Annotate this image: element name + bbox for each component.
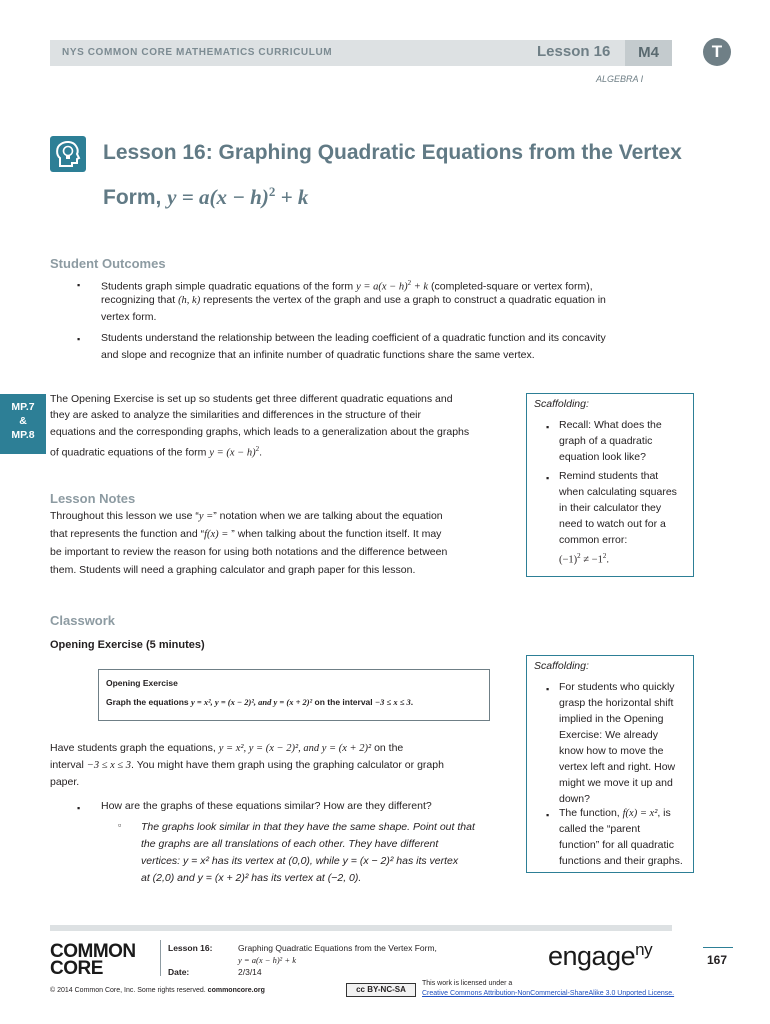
license-line1: This work is licensed under a: [422, 980, 513, 987]
intro-line4: [50, 441, 262, 462]
intro-line3: equations and the corresponding graphs, which leads to a generalization about the graphs: [50, 426, 470, 438]
opening-exercise-box-text: [106, 697, 413, 707]
intro-l4-text: of quadratic equations of the form: [50, 446, 210, 459]
notes-l1-a: Throughout this lesson we use “: [50, 510, 199, 522]
outcome-bullet-1: ▪: [77, 280, 81, 290]
parent-fn-text-b: , is: [657, 807, 671, 819]
notes-l1-b: ” notation when we are talking about the equation: [213, 510, 443, 522]
scaffold1-b2-l5: common error:: [559, 534, 628, 546]
course-label: ALGEBRA I: [596, 74, 644, 84]
graph-text-line3: paper.: [50, 776, 80, 788]
scaffold2-b1-l6: vertex left and right. How: [559, 761, 676, 773]
intro-l4-end: .: [259, 446, 263, 459]
lesson-notes-heading: Lesson Notes: [50, 491, 136, 506]
header-lesson: Lesson 16: [537, 43, 611, 60]
scaffold2-b1-l3: implied in the Opening: [559, 713, 664, 725]
scaffold1-b2-l1: Remind students that: [559, 470, 659, 482]
opening-exercise-box-title: Opening Exercise: [106, 678, 178, 688]
footer-lesson-title-l2: y = a(x − h)² + k: [238, 955, 296, 965]
curriculum-label: NYS COMMON CORE MATHEMATICS CURRICULUM: [62, 47, 333, 58]
graph-l2-a: interval: [50, 759, 87, 771]
page-number: 167: [707, 953, 728, 967]
footer-divider: [160, 940, 161, 976]
opening-exercise-box: [98, 669, 490, 721]
intro-line1: The Opening Exercise is set up so students get three different quadratic equations and: [50, 393, 453, 405]
module-badge: M4: [625, 40, 672, 66]
notes-line3: be important to review the reason for using both notations and the difference between: [50, 546, 448, 558]
page-title-line2: [103, 184, 308, 210]
outcome-1-text-b: (completed-square or vertex form),: [428, 280, 593, 293]
answer-line3: vertices: y = x² has its vertex at (0,0), while y = (x − 2)² has its vertex: [141, 855, 459, 867]
question-bullet: ▪: [77, 803, 81, 813]
notes-line1: [50, 508, 443, 526]
common-core-logo-line2: CORE: [50, 958, 103, 979]
notes-l2-math: f(x) =: [204, 529, 229, 540]
answer-line4: at (2,0) and y = (x + 2)² has its vertex at (−2, 0).: [141, 872, 362, 884]
outcome-1-math-tail: + k: [411, 281, 429, 293]
scaffold2-b2-l3: function” for all quadratic: [559, 839, 674, 851]
graph-l2-math: −3 ≤ x ≤ 3: [86, 760, 132, 771]
outcome-1-line2: [101, 292, 606, 310]
outcome-1-l2-math: (h, k): [178, 295, 201, 306]
scaffolding-1-title: Scaffolding:: [534, 398, 589, 410]
error-end: .: [606, 554, 609, 566]
question-text: How are the graphs of these equations similar? How are they different?: [101, 800, 432, 812]
notes-l1-math: y =: [198, 511, 214, 522]
answer-line2: the graphs are all translations of each other. They have different: [141, 838, 439, 850]
classwork-heading: Classwork: [50, 613, 116, 628]
mp-line-3: MP.8: [11, 429, 35, 441]
oe-interval: −3 ≤ x ≤ 3: [375, 697, 411, 707]
graph-text-line2: [50, 757, 444, 775]
footer-date: 2/3/14: [238, 967, 262, 977]
scaffold2-b1-l8: down?: [559, 793, 590, 805]
error-exp-b: 2: [602, 552, 607, 560]
mp-line-2: &: [19, 415, 27, 427]
scaffold2-bullet-1: ▪: [546, 684, 550, 694]
oe-text-c: .: [410, 697, 414, 707]
title-prefix: Form,: [103, 186, 168, 209]
outcome-2-line1: Students understand the relationship between the leading coefficient of a quadratic function and its concavity: [101, 332, 606, 344]
outcome-1-l2-b: represents the vertex of the graph and use a graph to construct a quadratic equation in: [200, 294, 606, 306]
answer-line1: The graphs look similar in that they have the same shape. Point out that: [141, 821, 475, 833]
notes-l2-a: that represents the function and “: [50, 528, 205, 540]
scaffold1-b2-l4: need to watch out for a: [559, 518, 666, 530]
parent-fn-text-a: The function,: [559, 807, 623, 819]
mp-line-1: MP.7: [11, 401, 35, 413]
footer-bar: [50, 925, 672, 931]
scaffold2-b1-l4: Exercise: We already: [559, 729, 659, 741]
teacher-badge-icon: T: [703, 38, 731, 66]
footer-copyright: [50, 987, 265, 994]
copyright-text: © 2014 Common Core, Inc. Some rights reserved.: [50, 987, 208, 994]
oe-text-a: Graph the equations: [106, 697, 192, 707]
error-expr-b: ≠ −1: [580, 554, 603, 566]
outcome-2-line2: and slope and recognize that an infinite number of quadratic functions share the same vertex.: [101, 349, 535, 361]
footer-lesson-title-l1: Graphing Quadratic Equations from the Vertex Form,: [238, 943, 437, 953]
title-equation: y = a(x − h): [167, 185, 269, 209]
answer-sub-bullet: ▫: [118, 820, 122, 830]
ny-text: ny: [635, 940, 653, 959]
title-exponent: 2: [268, 184, 276, 199]
notes-line2: [50, 526, 441, 544]
scaffold2-b2-l4: functions and their graphs.: [559, 855, 683, 867]
graph-l1-a: Have students graph the equations,: [50, 742, 219, 754]
engage-text: engage: [548, 941, 636, 971]
page-title-line1: Lesson 16: Graphing Quadratic Equations from the Vertex: [103, 141, 682, 164]
outcome-1-line3: vertex form.: [101, 311, 157, 323]
outcome-1-math: y = a(x − h): [356, 281, 408, 293]
scaffold1-b1-l3: equation look like?: [559, 451, 646, 463]
lightbulb-head-icon: [50, 136, 86, 172]
notes-l2-b: ” when talking about the function itself. It may: [228, 528, 442, 540]
scaffolding-2-title: Scaffolding:: [534, 660, 589, 672]
graph-l1-math: y = x², y = (x − 2)², and y = (x + 2)²: [218, 743, 372, 754]
footer-date-label: Date:: [168, 967, 190, 977]
outcome-1-text-a: Students graph simple quadratic equations of the form: [101, 280, 357, 293]
mp-standards-box: [0, 394, 46, 454]
cc-license-badge-icon[interactable]: cc BY-NC-SA: [346, 983, 416, 997]
scaffold1-b1-l1: Recall: What does the: [559, 419, 662, 431]
graph-text-line1: [50, 740, 403, 758]
scaffold2-b1-l7: might we move it up and: [559, 777, 673, 789]
scaffold2-b1-l5: know how to move the: [559, 745, 664, 757]
error-expr-a: (−1): [559, 554, 578, 566]
page-number-rule: [703, 947, 733, 948]
engage-ny-logo: [548, 940, 652, 972]
error-exp-a: 2: [577, 552, 581, 560]
graph-l1-b: on the: [371, 742, 404, 754]
scaffold1-b1-l2: graph of a quadratic: [559, 435, 653, 447]
scaffold1-common-error: [559, 548, 609, 569]
intro-l4-math: y = (x − h): [209, 447, 256, 459]
scaffold1-b2-l2: when calculating squares: [559, 486, 677, 498]
outcome-bullet-2: ▪: [77, 334, 81, 344]
license-link[interactable]: [422, 990, 674, 997]
scaffold2-b2-l2: called the “parent: [559, 823, 641, 835]
commoncore-link[interactable]: commoncore.org: [207, 987, 265, 994]
intro-line2: they are asked to analyze the similarities and differences in the structure of their: [50, 409, 422, 421]
intro-l4-exp: 2: [255, 445, 260, 453]
outcome-1-l2-a: recognizing that: [101, 294, 179, 306]
scaffold2-b1-l2: grasp the horizontal shift: [559, 697, 674, 709]
scaffold1-bullet-2: ▪: [546, 473, 550, 483]
common-core-logo-line1: COMMON: [50, 941, 136, 962]
student-outcomes-heading: Student Outcomes: [50, 256, 166, 271]
oe-equations: y = x², y = (x − 2)², and y = (x + 2)²: [191, 697, 313, 707]
oe-text-b: on the interval: [312, 697, 376, 707]
scaffold2-bullet-2: ▪: [546, 810, 550, 820]
license-link-text[interactable]: Creative Commons Attribution-NonCommercial-ShareAlike 3.0 Unported License.: [422, 990, 675, 997]
footer-lesson-label: Lesson 16:: [168, 943, 213, 953]
scaffold2-b1-l1: For students who quickly: [559, 681, 675, 693]
scaffold1-b2-l3: in their calculator they: [559, 502, 662, 514]
title-equation-tail: + k: [275, 185, 309, 209]
parent-fn-math: f(x) = x²: [622, 808, 658, 819]
opening-exercise-heading: Opening Exercise (5 minutes): [50, 639, 205, 651]
scaffold2-b2-l1: [559, 805, 671, 822]
scaffold1-bullet-1: ▪: [546, 422, 550, 432]
outcome-1-exp: 2: [407, 279, 412, 287]
notes-line4: them. Students will need a graphing calculator and graph paper for this lesson.: [50, 564, 416, 576]
graph-l2-b: . You might have them graph using the graphing calculator or graph: [131, 759, 444, 771]
